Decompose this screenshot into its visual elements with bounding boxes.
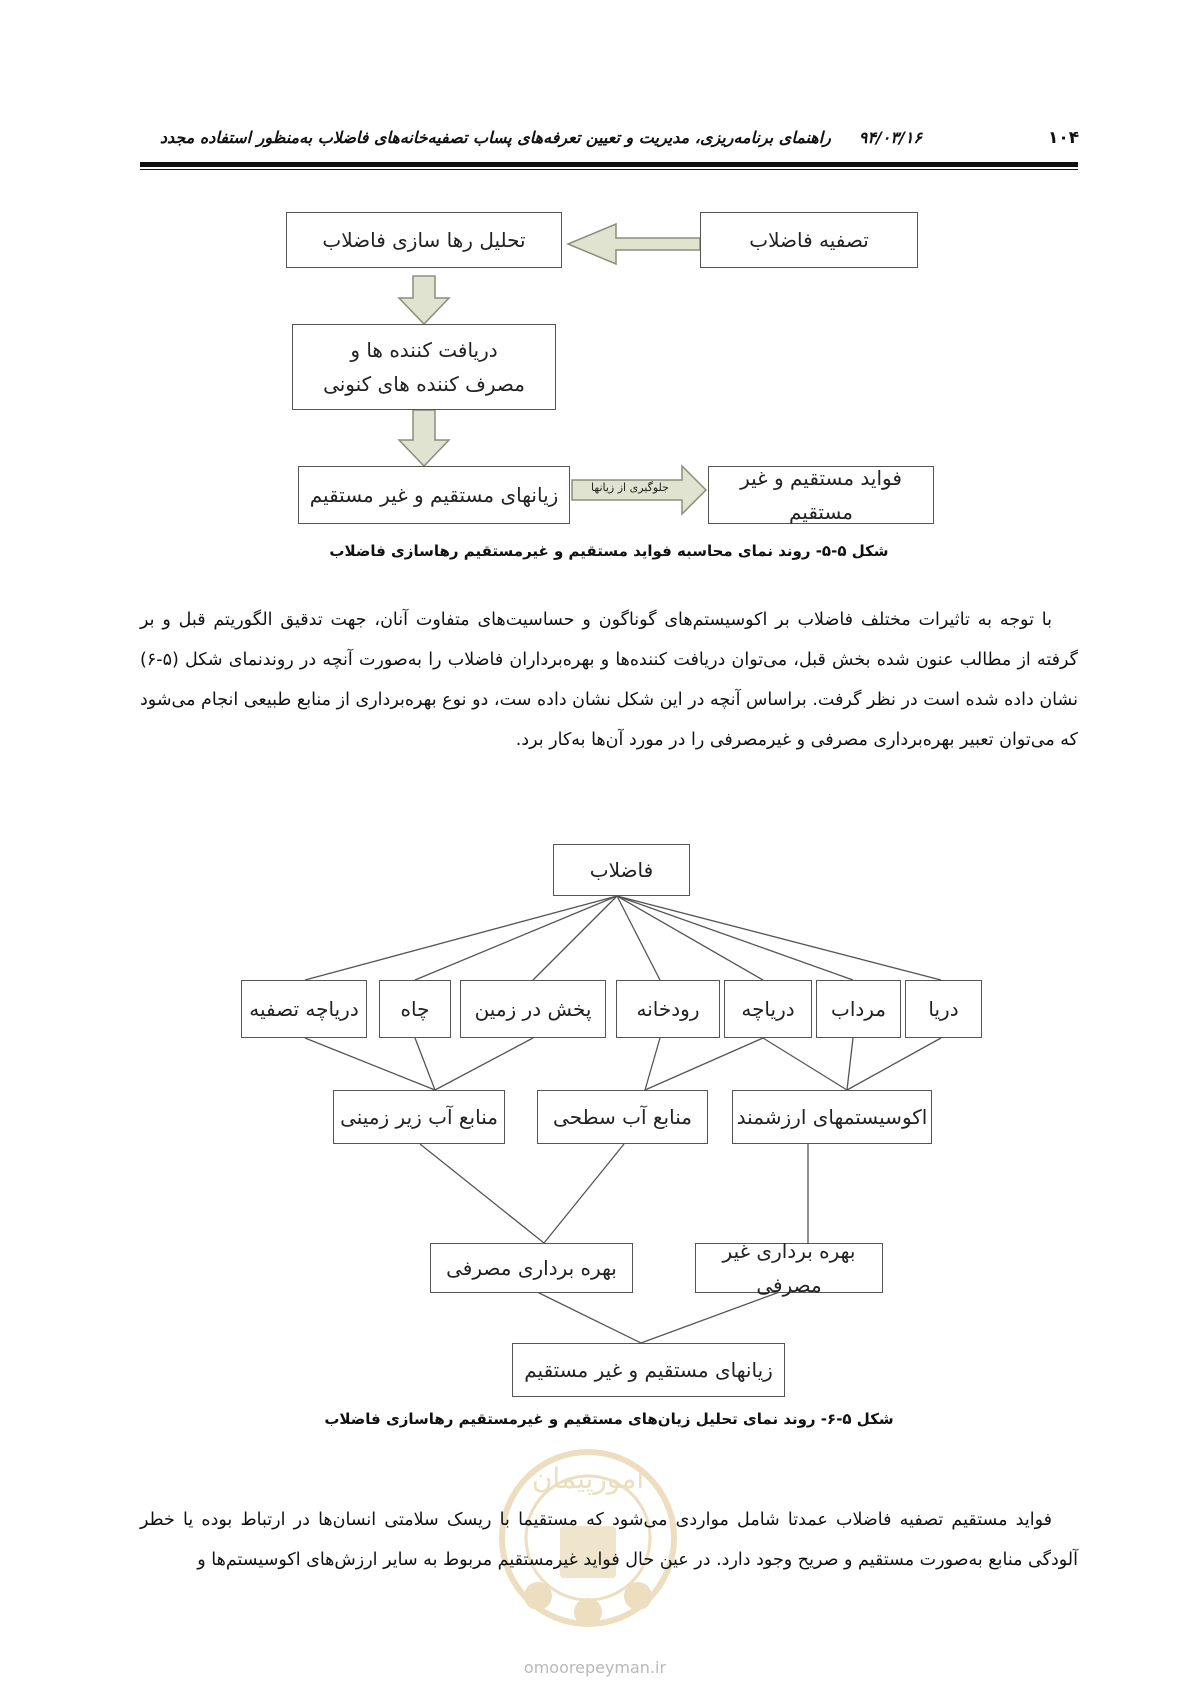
- node-land-spreading-label: پخش در زمین: [474, 997, 592, 1021]
- node-losses-label: زیانهای مستقیم و غیر مستقیم: [524, 1358, 773, 1382]
- box-benefits-label: فواید مستقیم و غیر مستقیم: [740, 466, 902, 524]
- node-groundwater: [333, 1090, 505, 1144]
- node-river: [616, 980, 720, 1038]
- edge-root-sea: [617, 896, 941, 980]
- edge-root-lagoon: [617, 896, 853, 980]
- edge-consumptive-losses: [533, 1290, 641, 1343]
- node-consumptive-use: [430, 1243, 633, 1293]
- node-ecosystems-label: اکوسیستمهای ارزشمند: [736, 1105, 928, 1129]
- node-wastewater-label: فاضلاب: [589, 858, 654, 882]
- box-treatment-label: تصفیه فاضلاب: [749, 228, 869, 252]
- seal-text: امورپیمان: [531, 1462, 645, 1495]
- edge-root-land: [533, 896, 617, 980]
- header-title: راهنمای برنامه‌ریزی، مدیریت و تعیین تعرفه‌های پساب تصفیه‌خانه‌های فاضلاب به‌منظور استفاده مجدد: [159, 128, 831, 147]
- box-losses-label: زیانهای مستقیم و غیر مستقیم: [309, 483, 559, 507]
- node-lagoon-label: مرداب: [830, 997, 887, 1021]
- edge-sea-eco: [847, 1038, 941, 1090]
- node-surface-water: [537, 1090, 708, 1144]
- footer-watermark: omoorepeyman.ir: [523, 1658, 667, 1677]
- edge-surface-consumptive: [544, 1144, 624, 1243]
- box-receivers-line1: دریافت کننده ها و: [350, 338, 498, 362]
- box-receivers-line2: مصرف کننده های کنونی: [323, 372, 525, 396]
- node-surface-water-label: منابع آب سطحی: [553, 1105, 692, 1129]
- edge-root-well: [415, 896, 617, 980]
- node-losses: [512, 1343, 785, 1397]
- node-river-label: رودخانه: [636, 997, 700, 1021]
- node-treatment-pond: [241, 980, 367, 1038]
- edge-lagoon-eco: [847, 1038, 853, 1090]
- node-treatment-pond-label: دریاچه تصفیه: [249, 997, 359, 1021]
- box-release-analysis-label: تحلیل رها سازی فاضلاب: [322, 228, 526, 252]
- edge-well-ground: [415, 1038, 435, 1090]
- edge-ground-consumptive: [420, 1144, 544, 1243]
- node-well: [379, 980, 451, 1038]
- node-lagoon: [816, 980, 901, 1038]
- node-nonconsumptive-use-label: بهره برداری غیر مصرفی: [722, 1239, 856, 1297]
- page-number: ۱۰۴: [1048, 128, 1080, 148]
- node-groundwater-label: منابع آب زیر زمینی: [340, 1105, 498, 1129]
- edge-lake-surface: [645, 1038, 763, 1090]
- node-nonconsumptive-use: [695, 1239, 883, 1297]
- node-lake: [724, 980, 812, 1038]
- node-consumptive-use-label: بهره برداری مصرفی: [446, 1256, 617, 1280]
- edge-river-surface: [645, 1038, 660, 1090]
- paragraph-1: با توجه به تاثیرات مختلف فاضلاب بر اکوسیستم‌های گوناگون و حساسیت‌های متفاوت آنان، جهت تدقیق الگوریتم قبل و بر گرفته از مطالب عنون شده بخش قبل، می‌توان دریافت کننده‌ها و بهره‌برداران فاضلاب را به‌صورت آنچه در روندنمای شکل (۵-۶) نشان داده شده است در نظر گرفت. براساس آنچه در این شکل نشان داده ست، دو نوع بهره‌برداری از منابع طبیعی انجام می‌شود که می‌توان تعبیر بهره‌برداری مصرفی و غیرمصرفی را در مورد آن‌ها به‌کار برد.: [140, 610, 1078, 750]
- node-land-spreading: [460, 980, 606, 1038]
- header-date: ۹۴/۰۳/۱۶: [858, 128, 922, 147]
- paragraph-2: فواید مستقیم تصفیه فاضلاب عمدتا شامل مواردی می‌شود که مستقیما با ریسک سلامتی انسان‌ها در ارتباط بوده یا خطر آلودگی منابع به‌صورت مستقیم و صریح وجود دارد. در عین حال فواید غیرمستقیم مربوط به سایر ارزش‌های اکوسیستم‌ها و: [140, 1510, 1078, 1570]
- edge-pond-ground: [305, 1038, 435, 1090]
- node-wastewater: [553, 844, 690, 896]
- node-lake-label: دریاچه: [741, 997, 795, 1021]
- edge-lake-eco: [763, 1038, 847, 1090]
- edge-root-pond: [305, 896, 617, 980]
- node-sea-label: دریا: [928, 997, 959, 1021]
- arrow-label: جلوگیری از زیانها: [591, 481, 669, 494]
- node-sea: [905, 980, 982, 1038]
- edge-land-ground: [435, 1038, 533, 1090]
- figure2-caption: شکل ۵-۶- روند نمای تحلیل زیان‌های مستقیم و غیرمستقیم رهاسازی فاضلاب: [324, 1410, 894, 1428]
- figure1-caption: شکل ۵-۵- روند نمای محاسبه فواید مستقیم و غیرمستقیم رهاسازی فاضلاب: [329, 542, 889, 560]
- node-well-label: چاه: [400, 997, 430, 1021]
- node-ecosystems: [732, 1090, 932, 1144]
